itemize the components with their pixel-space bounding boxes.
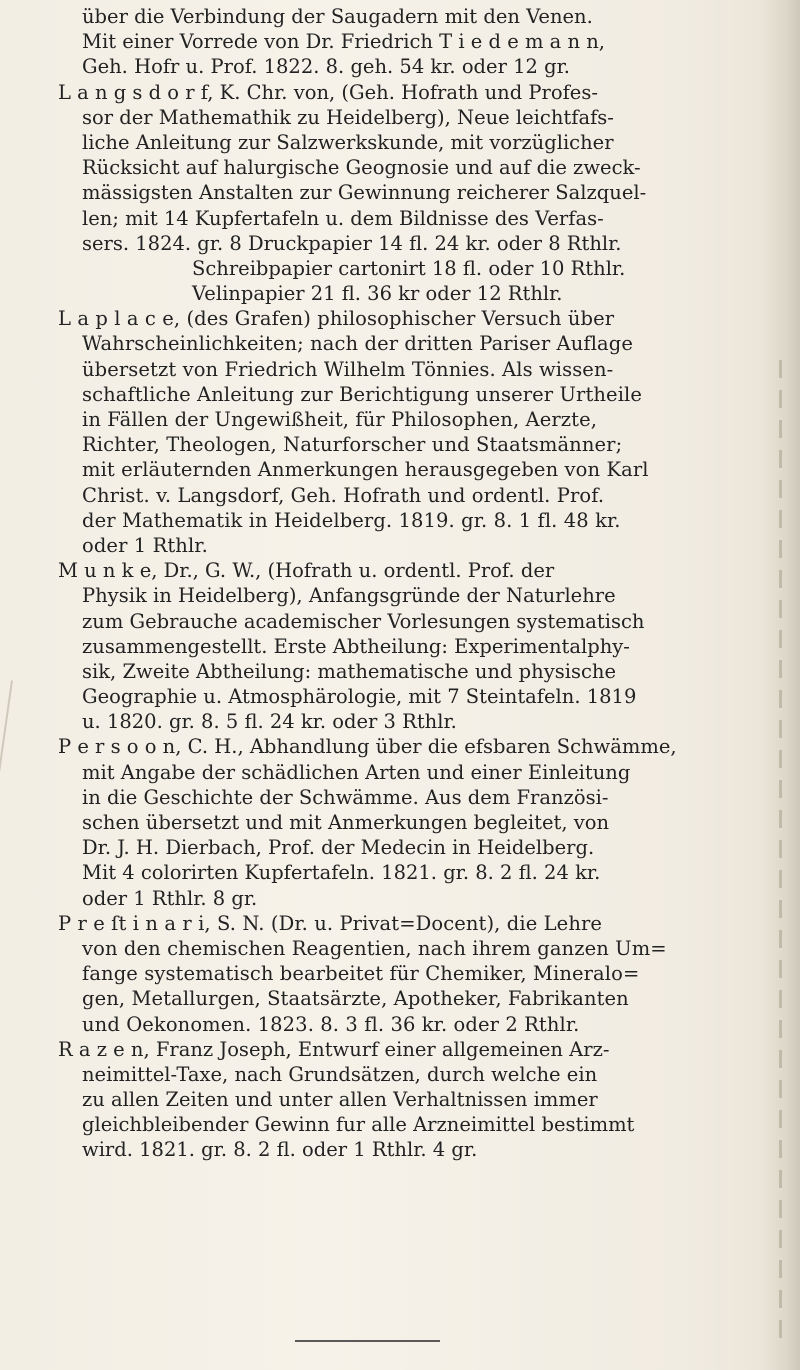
entry-line: gen, Metallurgen, Staatsärzte, Apotheker, Fabrikanten	[82, 987, 629, 1011]
entry-line: Dr. J. H. Dierbach, Prof. der Medecin in Heidelberg.	[82, 836, 595, 860]
entry-line: über die Verbindung der Saugadern mit den Venen.	[82, 5, 593, 28]
entry-line: Christ. v. Langsdorf, Geh. Hofrath und ordentl. Prof.	[82, 483, 605, 507]
entry-line: u. 1820. gr. 8. 5 fl. 24 kr. oder 3 Rthlr.	[82, 710, 457, 734]
entry-line: Geographie u. Atmosphärologie, mit 7 Steintafeln. 1819	[82, 685, 637, 709]
entry-line: der Mathematik in Heidelberg. 1819. gr. 8. 1 fl. 48 kr.	[82, 508, 621, 532]
entry-line: sers. 1824. gr. 8 Druckpapier 14 fl. 24 kr. oder 8 Rthlr.	[82, 231, 622, 255]
binding-edge	[779, 360, 782, 1350]
entry-line: L a p l a c e, (des Grafen) philosophischer Versuch über	[58, 307, 615, 331]
entry-line: Schreibpapier cartonirt 18 fl. oder 10 Rthlr.	[192, 256, 626, 280]
entry-line: zum Gebrauche academischer Vorlesungen systematisch	[82, 609, 645, 633]
entry-line: und Oekonomen. 1823. 8. 3 fl. 36 kr. oder 2 Rthlr.	[82, 1012, 580, 1036]
entry-line: Rücksicht auf halurgische Geognosie und auf die zweck-	[82, 156, 641, 180]
entry-line: sor der Mathemathik zu Heidelberg), Neue leichtfafs-	[82, 105, 614, 129]
entry-line: von den chemischen Reagentien, nach ihrem ganzen Um=	[82, 936, 667, 960]
entry-line: Richter, Theologen, Naturforscher und Staatsmänner;	[82, 433, 623, 457]
catalog-text	[58, 4, 758, 1163]
margin-mark	[0, 680, 13, 779]
catalog-entry	[58, 734, 758, 910]
catalog-entry	[58, 4, 758, 80]
entry-line: P r e ſt i n a r i, S. N. (Dr. u. Privat=Docent), die Lehre	[58, 911, 603, 935]
entry-line: Mit 4 colorirten Kupfertafeln. 1821. gr. 8. 2 fl. 24 kr.	[82, 861, 601, 885]
entry-line: in die Geschichte der Schwämme. Aus dem Französi-	[82, 785, 609, 809]
entry-line: zu allen Zeiten und unter allen Verhaltnissen immer	[82, 1088, 598, 1112]
entry-line: oder 1 Rthlr. 8 gr.	[82, 886, 258, 910]
entry-line: mit erläuternden Anmerkungen herausgegeben von Karl	[82, 458, 649, 482]
entry-line: schen übersetzt und mit Anmerkungen begleitet, von	[82, 811, 610, 834]
entry-line: fange systematisch bearbeitet für Chemiker, Mineralo=	[82, 962, 640, 986]
catalog-entry	[58, 80, 758, 307]
entry-line: P e r s o o n, C. H., Abhandlung über die efsbaren Schwämme,	[58, 735, 677, 759]
entry-line: M u n k e, Dr., G. W., (Hofrath u. ordentl. Prof. der	[58, 559, 555, 583]
entry-line: zusammengestellt. Erste Abtheilung: Experimentalphy-	[82, 634, 630, 658]
entry-line: Wahrscheinlichkeiten; nach der dritten Pariser Auflage	[82, 332, 633, 356]
entry-line: Geh. Hofr u. Prof. 1822. 8. geh. 54 kr. oder 12 gr.	[82, 55, 570, 79]
entry-line: Mit einer Vorrede von Dr. Friedrich T i e d e m a n n,	[82, 30, 605, 54]
entry-line: wird. 1821. gr. 8. 2 fl. oder 1 Rthlr. 4 gr.	[82, 1138, 478, 1162]
entry-line: Physik in Heidelberg), Anfangsgründe der Naturlehre	[82, 584, 616, 608]
catalog-entry	[58, 306, 758, 558]
entry-line: sik, Zweite Abtheilung: mathematische und physische	[82, 659, 616, 683]
entry-line: R a z e n, Franz Joseph, Entwurf einer allgemeinen Arz-	[58, 1037, 610, 1061]
entry-line: liche Anleitung zur Salzwerkskunde, mit vorzüglicher	[82, 130, 614, 154]
entry-line: gleichbleibender Gewinn fur alle Arzneimittel bestimmt	[82, 1113, 635, 1137]
entry-line: mässigsten Anstalten zur Gewinnung reicherer Salzquel-	[82, 181, 647, 205]
entry-line: neimittel-Taxe, nach Grundsätzen, durch welche ein	[82, 1062, 598, 1086]
entry-line: mit Angabe der schädlichen Arten und einer Einleitung	[82, 760, 631, 784]
catalog-entry	[58, 911, 758, 1037]
entry-line: übersetzt von Friedrich Wilhelm Tönnies. Als wissen-	[82, 357, 614, 381]
end-rule	[295, 1340, 440, 1342]
entry-line: len; mit 14 Kupfertafeln u. dem Bildnisse des Verfas-	[82, 206, 604, 230]
catalog-entry	[58, 1037, 758, 1163]
entry-line: oder 1 Rthlr.	[82, 533, 208, 557]
entry-line: L a n g s d o r f, K. Chr. von, (Geh. Hofrath und Profes-	[58, 80, 598, 104]
catalog-entry	[58, 558, 758, 734]
entry-line: in Fällen der Ungewißheit, für Philosophen, Aerzte,	[82, 408, 598, 431]
entry-line: Velinpapier 21 fl. 36 kr oder 12 Rthlr.	[192, 282, 563, 306]
entry-line: schaftliche Anleitung zur Berichtigung unserer Urtheile	[82, 382, 643, 406]
